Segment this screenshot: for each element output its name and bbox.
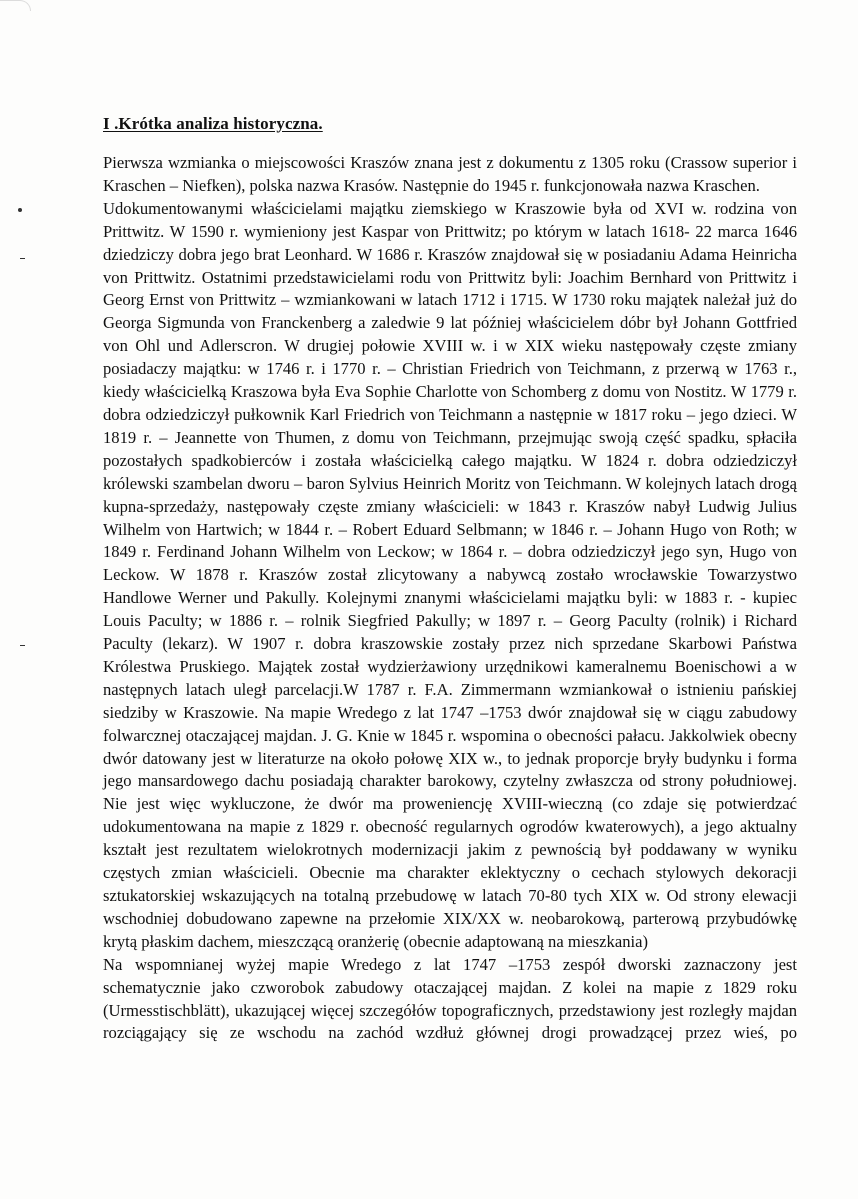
body-text — [103, 152, 797, 1045]
paragraph: Na wspomnianej wyżej mapie Wredego z lat 1747 –1753 zespół dworski zaznaczony jest schematycznie jako czworobok zabudowy otaczającej majdan. Z kolei na mapie z 1829 roku (Urmesstischblätt), ukazującej więcej szczegółów topograficznych, przedstawiony jest rozległy majdan rozciągający się ze wschodu na zachód wzdłuż głównej drogi prowadzącej przez wieś, po — [103, 954, 797, 1043]
margin-mark — [20, 258, 25, 259]
margin-mark — [18, 208, 22, 212]
paragraph: Pierwsza wzmianka o miejscowości Kraszów znana jest z dokumentu z 1305 roku (Crassow superior i Kraschen – Niefken), polska nazwa Krasów. Następnie do 1945 r. funkcjonowała nazwa Kraschen. — [103, 153, 797, 195]
scan-corner-mark — [0, 0, 31, 11]
margin-mark — [20, 645, 25, 646]
section-heading: I .Krótka analiza historyczna. — [103, 114, 323, 133]
paragraph: Udokumentowanymi właścicielami majątku ziemskiego w Kraszowie była od XVI w. rodzina von Prittwitz. W 1590 r. wymieniony jest Kaspar von Prittwitz; po którym w latach 1618- 22 marca 1646 dziedziczy dobra jego brat Leonhard. W 1686 r. Kraszów znajdował się w posiadaniu Adama Heinricha von Prittwitz. Ostatnimi przedstawicielami rodu von Prittwitz byli: Joachim Bernhard von Prittwitz i Georg Ernst von Prittwitz – wzmiankowani w latach 1712 i 1715. W 1730 roku majątek należał już do Georga Sigmunda von Franckenberg a zaledwie 9 lat później właścicielem dóbr był Johann Gottfried von Ohl und Adlerscron. W drugiej połowie XVIII w. i w XIX wieku następowały częste zmiany posiadaczy majątku: w 1746 r. i 1770 r. – Christian Friedrich von Teichmann, z przerwą w 1763 r., kiedy właścicielką Kraszowa była Eva Sophie Charlotte von Schomberg z domu von Nostitz. W 1779 r. dobra odziedziczył pułkownik Karl Friedrich von Teichmann a następnie w 1817 roku – jego dzieci. W 1819 r. – Jeannette von Thumen, z domu von Teichmann, przejmując swoją część spadku, spłaciła pozostałych spadkobierców i została właścicielką całego majątku. W 1824 r. dobra odziedziczył królewski szambelan dworu – baron Sylvius Heinrich Moritz von Teichmann. W kolejnych latach drogą kupna-sprzedaży, następowały częste zmiany właścicieli: w 1843 r. Kraszów nabył Ludwig Julius Wilhelm von Hartwich; w 1844 r. – Robert Eduard Selbmann; w 1846 r. – Johann Hugo von Roth; w 1849 r. Ferdinand Johann Wilhelm von Leckow; w 1864 r. – dobra odziedziczył jego syn, Hugo von Leckow. W 1878 r. Kraszów został zlicytowany a nabywcą zostało wrocławskie Towarzystwo Handlowe Werner und Pakully. Kolejnymi znanymi właścicielami majątku byli: w 1883 r. - kupiec Louis Paculty; w 1886 r. – rolnik Siegfried Pakully; w 1897 r. – Georg Paculty (rolnik) i Richard Paculty (lekarz). W 1907 r. dobra kraszowskie zostały przez nich sprzedane Skarbowi Państwa Królestwa Pruskiego. Majątek został wydzierżawiony urzędnikowi kameralnemu Boenischowi a w następnych latach uległ parcelacji.W 1787 r. F.A. Zimmermann wzmiankował o istnieniu pańskiej siedziby w Kraszowie. Na mapie Wredego z lat 1747 –1753 dwór znajdował się w ciągu zabudowy folwarcznej otaczającej majdan. J. G. Knie w 1845 r. wspomina o obecności pałacu. Jakkolwiek obecny dwór datowany jest w literaturze na około połowę XIX w., to jednak proporcje bryły budynku i forma jego mansardowego dachu posiadają charakter barokowy, czytelny zwłaszcza od strony południowej. Nie jest więc wykluczone, że dwór ma proweniencję XVIII-wieczną (co zdaje się potwierdzać udokumentowana na mapie z 1829 r. obecność regularnych ogrodów kwaterowych), a jego aktualny kształt jest rezultatem wielokrotnych modernizacji jakim z pewnością był poddawany w wyniku częstych zmian właścicieli. Obecnie ma charakter eklektyczny o cechach stylowych dekoracji sztukatorskiej wskazujących na totalną przebudowę w latach 70-80 tych XIX w. Od strony elewacji wschodniej dobudowano zapewne na przełomie XIX/XX w. neobarokową, parterową przybudówkę krytą płaskim dachem, mieszczącą oranżerię (obecnie adaptowaną na mieszkania) — [103, 198, 797, 951]
